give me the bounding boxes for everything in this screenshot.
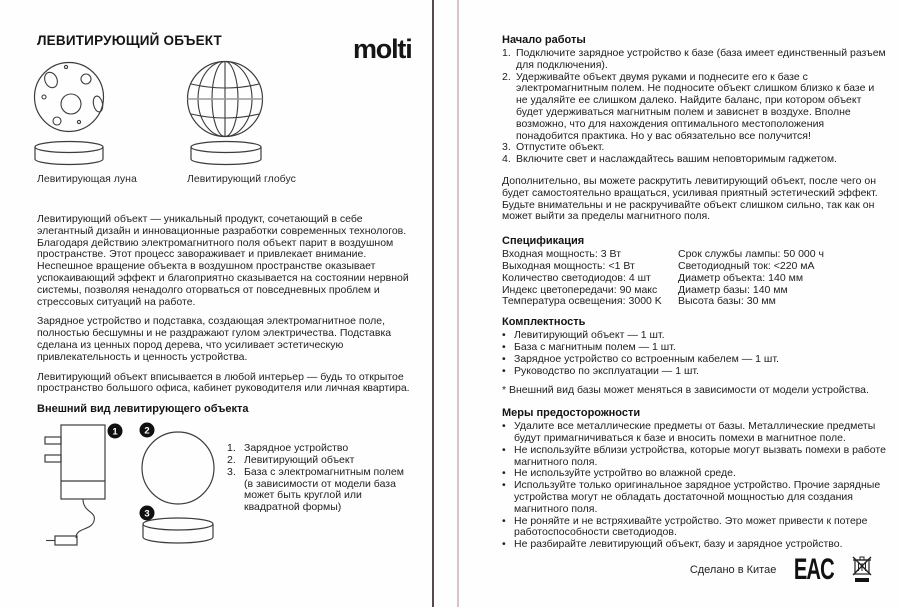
spec-row: Светодиодный ток: <220 мА <box>678 259 815 272</box>
precautions-list: • Удалите все металлические предметы от базы. Металлические предметы будут примагничиваться к базе и вносить помехи в магнитное поле. • Не используйте вблизи устройства, которые могут вызвать помехи в работе магнитного поля. • Не используйте устройтво во влажной среде. • Используйте только оригинальное зарядное устройство. Прочие зарядные устройства могут не обладать достаточной мощностью для создания магнитного поля. • Не роняйте и не встряхивайте устройство. Это может привести к потере работоспособности светодиодов. • Не разбирайте левитирующий объект, базу и зарядное устройство. <box>502 420 886 551</box>
object-and-base-illustration <box>133 421 221 551</box>
spec-row: Высота базы: 30 мм <box>678 295 776 308</box>
legend-item: Зарядное устройство <box>244 442 349 455</box>
package-item: Зарядное устройство со встроенным кабелем — 1 шт. <box>514 352 779 365</box>
weee-bin-icon <box>852 556 872 584</box>
step-item: Включите свет и наслаждайтесь вашим неповторимым гаджетом. <box>516 153 837 166</box>
precaution-item: Не используйте устройтво во влажной среде. <box>514 467 736 480</box>
spec-row: Выходная мощность: <1 Вт <box>502 259 635 272</box>
brand-logo: molti <box>353 34 412 64</box>
footer <box>502 552 886 587</box>
spec-row: Температура освещения: 3000 K <box>502 295 662 308</box>
figure-caption-globe: Левитирующий глобус <box>187 173 296 185</box>
package-item: Руководство по эксплуатации — 1 шт. <box>514 364 699 377</box>
specification-heading: Спецификация <box>502 235 585 248</box>
left-page <box>37 0 419 561</box>
precaution-item: Удалите все металлические предметы от базы. Металлические предметы будут примагничиваться к базе и вносить помехи в магнитное поле. <box>514 420 876 444</box>
badge-3: 3 <box>144 508 150 520</box>
spec-row: Входная мощность: 3 Вт <box>502 248 622 261</box>
spin-paragraph: Дополнительно, вы можете раскрутить левитирующий объект, после чего он будет самостоятельно вращаться, усиливая приятный эстетический эффект. Будьте внимательны и не раскручивайте объект слишком сильно, так как он может выйти за пределы магнитного поля. <box>502 174 878 223</box>
made-in-label: Сделано в Китае <box>689 564 777 576</box>
precaution-item: Не роняйте и не встряхивайте устройство. Это может привести к потере работоспособности светодиодов. <box>514 514 868 539</box>
badge-1: 1 <box>112 426 118 438</box>
interior-paragraph: Левитирующий объект вписывается в любой интерьер — будь то открытое пространство большого офиса, кабинет руководителя или личная квартира. <box>37 370 410 395</box>
precaution-item: Используйте только оригинальное зарядное устройство. Прочие зарядные устройства могут не обладать достаточной мощностью для создания магнитного поля. <box>514 479 881 515</box>
legend-item: База с электромагнитным полем (в зависимости от модели база может быть круглой или квадратной формы) <box>244 465 404 514</box>
page-title: ЛЕВИТИРУЮЩИЙ ОБЪЕКТ <box>37 33 222 48</box>
step-item: Отпустите объект. <box>516 141 605 154</box>
appearance-heading: Внешний вид левитирующего объекта <box>37 403 249 416</box>
getting-started-heading: Начало работы <box>502 34 586 46</box>
charger-paragraph: Зарядное устройство и подставка, создающая электромагнитное поле, полностью бесшумны и не раздражают гулом электричества. Подставка сделана из ценных пород дерева, что усиливает эстетическую привлекательность и ценность устройства. <box>37 315 392 363</box>
package-list: • Левитирующий объект — 1 шт. • База с магнитным полем — 1 шт. • Зарядное устройство со встроенным кабелем — 1 шт. • Руководство по эксплуатации — 1 шт. <box>502 330 886 377</box>
charger-illustration <box>43 421 125 561</box>
step-item: Удерживайте объект двумя руками и поднесите его к базе с электромагнитным полем. Не подносите объект слишком близко к базе и не удаляйте ее слишком далеко. Найдите баланс, при котором объект будет удерживаться магнитным полем и зависнет в воздухе. Вполне возможно, что для нахождения оптимального местоположения понадобится практика. Но у вас обязательно все получится! <box>516 70 875 142</box>
levitating-moon-illustration <box>31 60 111 170</box>
package-item: Левитирующий объект — 1 шт. <box>514 329 665 342</box>
levitating-globe-illustration <box>183 60 269 170</box>
precaution-item: Не используйте вблизи устройства, которые могут вызвать помехи в работе магнитного поля. <box>514 443 886 468</box>
spec-row: Количество светодиодов: 4 шт <box>502 271 651 284</box>
right-page <box>502 0 886 551</box>
package-heading: Комплектность <box>502 316 586 329</box>
product-figures <box>37 56 419 208</box>
package-item: База с магнитным полем — 1 шт. <box>514 340 676 353</box>
intro-paragraph: Левитирующий объект — уникальный продукт, сочетающий в себе элегантный дизайн и инновационные разработки современных технологов. Благодаря действию электромагнитного поля объект парит в воздушном пространстве. Этот процесс завораживает и привлекает внимание. Неспешное вращение объекта в воздушном пространстве оказывает успокаивающий эффект и благоприятно сказывается на состоянии нервной системы, позволяя ненадолго оторваться от повседневных проблем и стрессовых ситуаций на работе. <box>37 213 409 308</box>
precaution-item: Не разбирайте левитирующий объект, базу и зарядное устройство. <box>514 538 843 551</box>
figure-caption-moon: Левитирующая луна <box>37 173 137 185</box>
getting-started-steps: 1. Подключите зарядное устройство к базе (база имеет единственный разъем для подключения). 2. Удерживайте объект двумя руками и поднесите его к базе с электромагнитным полем. Не подносите объект слишком близко к базе и не удаляйте ее слишком далеко. Найдите баланс, при котором объект будет удерживаться магнитным полем и зависнет в воздухе. Вполне возможно, что для нахождения оптимального местоположения понадобится практика. Но у вас обязательно все получится! 3. Отпустите объект. 4. Включите свет и наслаждайтесь вашим неповторимым гаджетом. <box>502 47 886 166</box>
page-fold-line-dark <box>432 0 434 607</box>
badge-2: 2 <box>144 425 150 437</box>
diagram-legend: 1. Зарядное устройство 2. Левитирующий объект 3. База с электромагнитным полем (в зависимости от модели база может быть круглой или квадратной формы) <box>227 443 407 514</box>
precautions-heading: Меры предосторожности <box>502 407 641 420</box>
step-item: Подключите зарядное устройство к базе (база имеет единственный разъем для подключения). <box>516 47 886 71</box>
specification-table <box>502 249 886 308</box>
spec-row: Диаметр базы: 140 мм <box>678 283 788 296</box>
spec-row: Срок службы лампы: 50 000 ч <box>678 248 824 261</box>
page-fold-line-light <box>457 0 459 607</box>
spec-row: Индекс цветопередачи: 90 макс <box>502 283 658 296</box>
exploded-diagram <box>37 421 419 561</box>
eac-logo: EAC <box>794 552 835 587</box>
base-note: * Внешний вид базы может меняться в зависимости от модели устройства. <box>502 384 869 397</box>
legend-item: Левитирующий объект <box>244 453 355 466</box>
spec-row: Диаметр объекта: 140 мм <box>678 271 804 284</box>
